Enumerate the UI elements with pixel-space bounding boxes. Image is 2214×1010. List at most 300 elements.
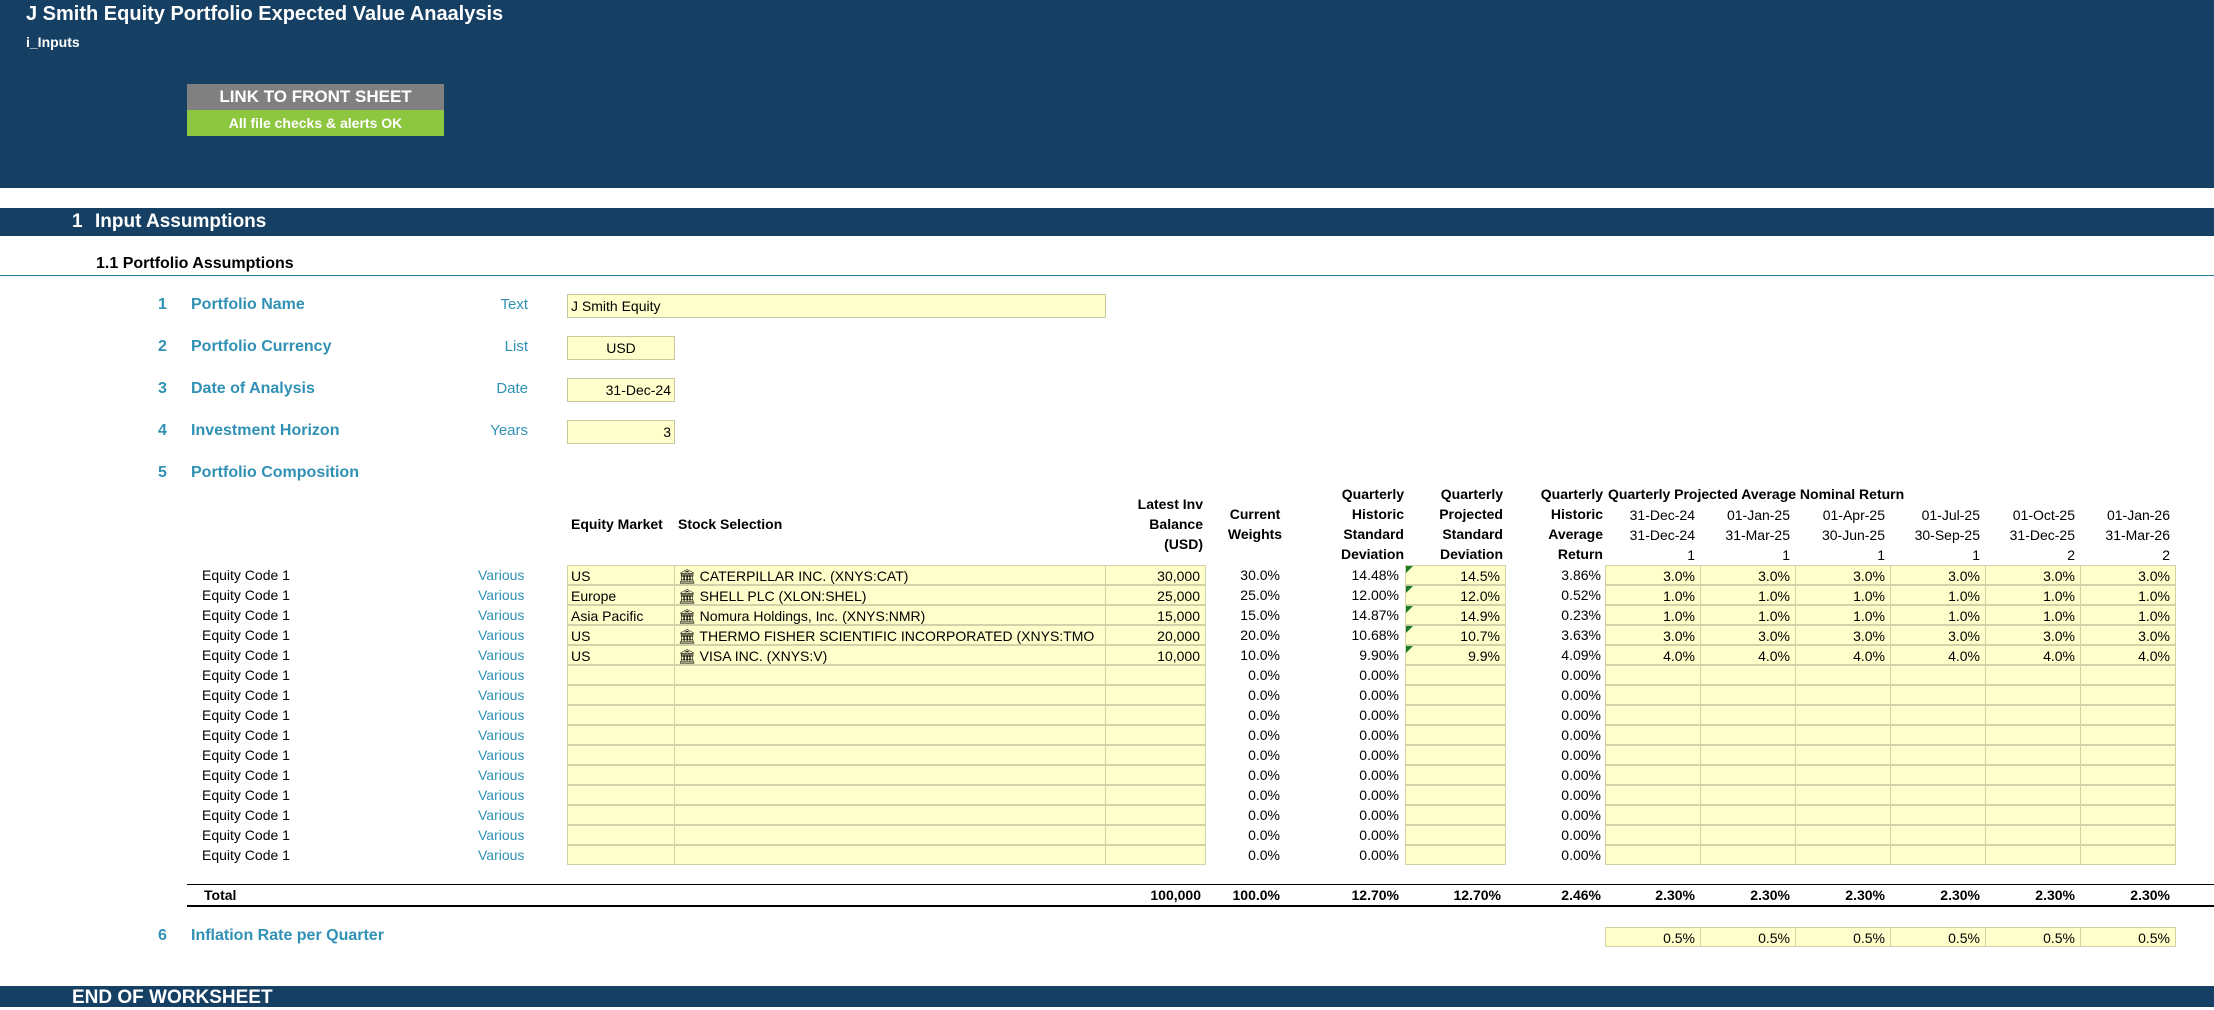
comment-marker-icon	[1406, 566, 1413, 573]
total-label: Total	[204, 887, 237, 903]
section-number: 1	[72, 211, 83, 232]
projected-return-input[interactable]	[1795, 825, 1891, 845]
current-weight: 20.0%	[1240, 627, 1280, 643]
projected-sd-input[interactable]	[1405, 765, 1506, 785]
equity-code: Equity Code 1	[202, 787, 290, 803]
equity-code: Equity Code 1	[202, 647, 290, 663]
projected-return-input[interactable]: 3.0%	[1605, 625, 1701, 645]
period-header-end: 31-Mar-25	[1725, 527, 1790, 543]
historic-return: 0.00%	[1561, 727, 1601, 743]
assumption-label-portfolio-composition: Portfolio Composition	[191, 464, 359, 481]
total-projected-sd: 12.70%	[1453, 887, 1501, 903]
projected-return-input[interactable]	[2080, 825, 2176, 845]
inflation-rate-input[interactable]: 0.5%	[1795, 927, 1891, 947]
assumption-type: List	[504, 338, 528, 355]
investment-horizon-input[interactable]: 3	[567, 420, 675, 444]
header-projected-nominal-return: Quarterly Projected Average Nominal Return	[1608, 486, 1905, 502]
projected-return-input[interactable]: 3.0%	[1700, 625, 1796, 645]
period-header-end: 31-Dec-24	[1629, 527, 1695, 543]
period-header-year: 1	[1877, 547, 1885, 563]
projected-return-input[interactable]: 3.0%	[2080, 625, 2176, 645]
projected-return-input[interactable]	[1795, 765, 1891, 785]
header-equity-market: Equity Market	[571, 516, 663, 532]
projected-sd-input[interactable]: 12.0%	[1405, 585, 1506, 605]
projected-return-input[interactable]: 1.0%	[1700, 585, 1796, 605]
historic-sd: 12.00%	[1351, 587, 1399, 603]
projected-return-input[interactable]	[1890, 845, 1986, 865]
inflation-rate-input[interactable]: 0.5%	[2080, 927, 2176, 947]
equity-market-select[interactable]	[567, 825, 675, 845]
total-projected-return: 2.30%	[1940, 887, 1980, 903]
equity-code: Equity Code 1	[202, 707, 290, 723]
projected-return-input[interactable]: 3.0%	[1890, 625, 1986, 645]
page-title: J Smith Equity Portfolio Expected Value Anaalysis	[26, 3, 504, 25]
historic-return: 3.63%	[1561, 627, 1601, 643]
total-projected-return: 2.30%	[2035, 887, 2075, 903]
projected-return-input[interactable]	[2080, 745, 2176, 765]
equity-market-select[interactable]	[567, 785, 675, 805]
projected-return-input[interactable]	[2080, 705, 2176, 725]
file-checks-status-badge: All file checks & alerts OK	[187, 110, 444, 136]
historic-return: 0.00%	[1561, 707, 1601, 723]
projected-return-input[interactable]	[1605, 705, 1701, 725]
assumption-number: 3	[158, 380, 167, 397]
equity-market-select[interactable]	[567, 665, 675, 685]
equity-code: Equity Code 1	[202, 667, 290, 683]
row-type: Various	[478, 587, 525, 603]
projected-return-input[interactable]	[1985, 845, 2081, 865]
equity-market-select[interactable]	[567, 745, 675, 765]
stock-selection-select[interactable]	[674, 645, 1106, 665]
bank-icon: 🏛	[678, 568, 700, 584]
stock-selection-select[interactable]	[674, 765, 1106, 785]
row-type: Various	[478, 687, 525, 703]
projected-sd-input[interactable]	[1405, 805, 1506, 825]
projected-return-input[interactable]: 3.0%	[1605, 565, 1701, 585]
stock-selection-select[interactable]	[674, 665, 1106, 685]
projected-return-input[interactable]	[1985, 705, 2081, 725]
bank-icon: 🏛	[678, 608, 700, 624]
projected-return-input[interactable]: 3.0%	[1795, 565, 1891, 585]
row-type: Various	[478, 747, 525, 763]
equity-market-select[interactable]: US	[567, 625, 675, 645]
projected-return-input[interactable]	[1700, 685, 1796, 705]
end-of-worksheet-label: END OF WORKSHEET	[72, 987, 273, 1008]
assumption-type: Date	[496, 380, 528, 397]
assumption-number: 6	[158, 927, 167, 944]
current-weight: 0.0%	[1248, 727, 1280, 743]
row-type: Various	[478, 667, 525, 683]
stock-selection-select[interactable]	[674, 825, 1106, 845]
period-header-end: 30-Jun-25	[1821, 527, 1885, 543]
bank-icon: 🏛	[678, 588, 700, 604]
projected-return-input[interactable]	[1985, 825, 2081, 845]
projected-return-input[interactable]	[2080, 725, 2176, 745]
historic-sd: 0.00%	[1359, 847, 1399, 863]
bank-icon: 🏛	[678, 628, 700, 644]
stock-selection-select[interactable]	[674, 725, 1106, 745]
projected-return-input[interactable]	[1700, 745, 1796, 765]
historic-return: 0.00%	[1561, 747, 1601, 763]
projected-return-input[interactable]	[1700, 825, 1796, 845]
row-type: Various	[478, 707, 525, 723]
inflation-rate-label: Inflation Rate per Quarter	[191, 927, 384, 944]
projected-return-input[interactable]	[1605, 845, 1701, 865]
assumption-label-portfolio-name: Portfolio Name	[191, 296, 305, 313]
historic-return: 4.09%	[1561, 647, 1601, 663]
projected-return-input[interactable]	[1985, 785, 2081, 805]
current-weight: 0.0%	[1248, 767, 1280, 783]
projected-return-input[interactable]	[1605, 685, 1701, 705]
equity-market-select[interactable]: Europe	[567, 585, 675, 605]
inflation-rate-input[interactable]: 0.5%	[1985, 927, 2081, 947]
header-projected-sd: Quarterly Projected Standard Deviation	[1439, 486, 1503, 562]
projected-return-input[interactable]	[1890, 805, 1986, 825]
total-rule-bottom	[187, 905, 2214, 907]
period-header-start: 01-Jul-25	[1921, 507, 1980, 523]
historic-sd: 0.00%	[1359, 807, 1399, 823]
assumption-type: Years	[490, 422, 528, 439]
current-weight: 0.0%	[1248, 847, 1280, 863]
current-weight: 0.0%	[1248, 667, 1280, 683]
projected-return-input[interactable]: 3.0%	[2080, 565, 2176, 585]
current-weight: 0.0%	[1248, 747, 1280, 763]
assumption-number: 2	[158, 338, 167, 355]
period-header-start: 01-Oct-25	[2012, 507, 2075, 523]
current-weight: 10.0%	[1240, 647, 1280, 663]
stock-name: Nomura Holdings, Inc. (XNYS:NMR)	[699, 608, 926, 624]
projected-return-input[interactable]	[1985, 685, 2081, 705]
projected-return-input[interactable]: 1.0%	[1795, 585, 1891, 605]
historic-return: 0.23%	[1561, 607, 1601, 623]
projected-sd-input[interactable]	[1405, 785, 1506, 805]
stock-selection-select[interactable]	[674, 805, 1106, 825]
projected-return-input[interactable]	[1890, 825, 1986, 845]
current-weight: 0.0%	[1248, 687, 1280, 703]
stock-name: THERMO FISHER SCIENTIFIC INCORPORATED (XNYS:TMO	[699, 628, 1095, 644]
header-weights: Current Weights	[1227, 506, 1283, 542]
projected-return-input[interactable]	[1700, 725, 1796, 745]
projected-sd-input[interactable]: 10.7%	[1405, 625, 1506, 645]
equity-code: Equity Code 1	[202, 687, 290, 703]
historic-return: 0.00%	[1561, 807, 1601, 823]
historic-sd: 10.68%	[1351, 627, 1399, 643]
projected-return-input[interactable]: 3.0%	[1795, 625, 1891, 645]
total-projected-return: 2.30%	[1655, 887, 1695, 903]
section-title: Input Assumptions	[95, 211, 267, 232]
balance-input[interactable]: 10,000	[1105, 645, 1206, 665]
date-of-analysis-input[interactable]: 31-Dec-24	[567, 378, 675, 402]
projected-sd-input[interactable]	[1405, 725, 1506, 745]
assumption-label-portfolio-currency: Portfolio Currency	[191, 338, 332, 355]
projected-return-input[interactable]	[1795, 805, 1891, 825]
period-header-start: 31-Dec-24	[1629, 507, 1695, 523]
historic-return: 0.00%	[1561, 787, 1601, 803]
projected-return-input[interactable]	[1985, 765, 2081, 785]
projected-return-input[interactable]: 1.0%	[2080, 605, 2176, 625]
projected-return-input[interactable]: 3.0%	[1985, 625, 2081, 645]
balance-input[interactable]: 15,000	[1105, 605, 1206, 625]
row-type: Various	[478, 827, 525, 843]
projected-return-input[interactable]: 1.0%	[1985, 605, 2081, 625]
projected-return-input[interactable]	[1795, 685, 1891, 705]
row-type: Various	[478, 807, 525, 823]
row-type: Various	[478, 847, 525, 863]
projected-return-input[interactable]	[1795, 725, 1891, 745]
balance-input[interactable]	[1105, 705, 1206, 725]
inflation-rate-input[interactable]: 0.5%	[1700, 927, 1796, 947]
projected-return-input[interactable]	[1605, 745, 1701, 765]
projected-sd-input[interactable]	[1405, 685, 1506, 705]
projected-return-input[interactable]	[1700, 765, 1796, 785]
equity-code: Equity Code 1	[202, 567, 290, 583]
end-of-worksheet-bar	[0, 986, 2214, 1007]
projected-return-input[interactable]	[1890, 745, 1986, 765]
total-historic-sd: 12.70%	[1351, 887, 1399, 903]
projected-return-input[interactable]: 1.0%	[1985, 585, 2081, 605]
balance-input[interactable]	[1105, 785, 1206, 805]
projected-return-input[interactable]: 1.0%	[1890, 585, 1986, 605]
projected-return-input[interactable]	[1890, 665, 1986, 685]
projected-return-input[interactable]: 1.0%	[2080, 585, 2176, 605]
stock-selection-select[interactable]	[674, 605, 1106, 625]
projected-return-input[interactable]: 4.0%	[1795, 645, 1891, 665]
equity-code: Equity Code 1	[202, 627, 290, 643]
subsection-divider	[0, 275, 2214, 276]
equity-code: Equity Code 1	[202, 847, 290, 863]
projected-sd-input[interactable]	[1405, 745, 1506, 765]
stock-selection-select[interactable]	[674, 585, 1106, 605]
equity-market-select[interactable]	[567, 845, 675, 865]
equity-code: Equity Code 1	[202, 827, 290, 843]
balance-input[interactable]	[1105, 745, 1206, 765]
row-type: Various	[478, 647, 525, 663]
projected-return-input[interactable]	[1890, 685, 1986, 705]
projected-return-input[interactable]	[1985, 805, 2081, 825]
projected-return-input[interactable]	[1890, 705, 1986, 725]
equity-code: Equity Code 1	[202, 807, 290, 823]
projected-return-input[interactable]: 3.0%	[1985, 565, 2081, 585]
balance-input[interactable]	[1105, 685, 1206, 705]
balance-input[interactable]	[1105, 825, 1206, 845]
projected-sd-input[interactable]	[1405, 705, 1506, 725]
assumption-number: 4	[158, 422, 167, 439]
historic-sd: 9.90%	[1359, 647, 1399, 663]
equity-code: Equity Code 1	[202, 727, 290, 743]
projected-return-input[interactable]	[2080, 665, 2176, 685]
historic-sd: 0.00%	[1359, 727, 1399, 743]
current-weight: 0.0%	[1248, 827, 1280, 843]
balance-input[interactable]	[1105, 845, 1206, 865]
current-weight: 0.0%	[1248, 807, 1280, 823]
historic-return: 3.86%	[1561, 567, 1601, 583]
equity-code: Equity Code 1	[202, 587, 290, 603]
projected-return-input[interactable]	[1605, 765, 1701, 785]
portfolio-name-input[interactable]: J Smith Equity	[567, 294, 1106, 318]
historic-sd: 0.00%	[1359, 667, 1399, 683]
projected-return-input[interactable]	[1795, 785, 1891, 805]
equity-market-select[interactable]	[567, 805, 675, 825]
projected-return-input[interactable]: 4.0%	[2080, 645, 2176, 665]
header-stock-selection: Stock Selection	[678, 516, 783, 532]
projected-return-input[interactable]	[1795, 745, 1891, 765]
assumption-label-date-of-analysis: Date of Analysis	[191, 380, 315, 397]
row-type: Various	[478, 607, 525, 623]
balance-input[interactable]	[1105, 725, 1206, 745]
total-weight: 100.0%	[1232, 887, 1280, 903]
assumption-number: 5	[158, 464, 167, 481]
equity-market-select[interactable]: Asia Pacific	[567, 605, 675, 625]
projected-return-input[interactable]	[2080, 685, 2176, 705]
balance-input[interactable]: 30,000	[1105, 565, 1206, 585]
portfolio-currency-select[interactable]: USD	[567, 336, 675, 360]
equity-market-select[interactable]: US	[567, 645, 675, 665]
projected-return-input[interactable]	[1890, 765, 1986, 785]
historic-sd: 0.00%	[1359, 747, 1399, 763]
projected-return-input[interactable]	[1605, 725, 1701, 745]
projected-sd-input[interactable]	[1405, 845, 1506, 865]
header-historic-return: Quarterly Historic Average Return	[1540, 486, 1603, 562]
subsection-title: 1.1 Portfolio Assumptions	[96, 255, 294, 272]
sheet-name: i_Inputs	[26, 34, 80, 50]
total-historic-return: 2.46%	[1561, 887, 1601, 903]
projected-return-input[interactable]	[1985, 745, 2081, 765]
row-type: Various	[478, 767, 525, 783]
projected-return-input[interactable]: 4.0%	[1700, 645, 1796, 665]
period-header-year: 1	[1972, 547, 1980, 563]
stock-selection-select[interactable]	[674, 745, 1106, 765]
row-type: Various	[478, 787, 525, 803]
projected-return-input[interactable]	[1605, 805, 1701, 825]
projected-return-input[interactable]	[1700, 705, 1796, 725]
projected-sd-input[interactable]: 9.9%	[1405, 645, 1506, 665]
projected-return-input[interactable]: 1.0%	[1795, 605, 1891, 625]
assumption-number: 1	[158, 296, 167, 313]
historic-sd: 14.87%	[1351, 607, 1399, 623]
row-type: Various	[478, 727, 525, 743]
link-to-front-sheet-button[interactable]: LINK TO FRONT SHEET	[187, 84, 444, 110]
historic-sd: 0.00%	[1359, 687, 1399, 703]
comment-marker-icon	[1406, 606, 1413, 613]
stock-name: SHELL PLC (XLON:SHEL)	[699, 588, 867, 604]
inflation-rate-input[interactable]: 0.5%	[1605, 927, 1701, 947]
historic-sd: 0.00%	[1359, 827, 1399, 843]
period-header-year: 2	[2067, 547, 2075, 563]
projected-return-input[interactable]	[1605, 785, 1701, 805]
projected-return-input[interactable]	[1985, 665, 2081, 685]
assumption-label-investment-horizon: Investment Horizon	[191, 422, 340, 439]
projected-return-input[interactable]	[1605, 665, 1701, 685]
projected-return-input[interactable]: 1.0%	[1605, 605, 1701, 625]
projected-return-input[interactable]	[1700, 805, 1796, 825]
projected-return-input[interactable]	[2080, 805, 2176, 825]
projected-return-input[interactable]: 3.0%	[1700, 565, 1796, 585]
equity-market-select[interactable]	[567, 765, 675, 785]
projected-return-input[interactable]	[1700, 665, 1796, 685]
historic-sd: 0.00%	[1359, 767, 1399, 783]
header-balance: Latest Inv Balance (USD)	[1137, 496, 1203, 552]
equity-market-select[interactable]	[567, 685, 675, 705]
projected-sd-input[interactable]	[1405, 825, 1506, 845]
stock-selection-select[interactable]	[674, 685, 1106, 705]
period-header-year: 1	[1687, 547, 1695, 563]
current-weight: 30.0%	[1240, 567, 1280, 583]
projected-return-input[interactable]	[1700, 845, 1796, 865]
equity-market-select[interactable]	[567, 725, 675, 745]
projected-sd-input[interactable]: 14.5%	[1405, 565, 1506, 585]
balance-input[interactable]	[1105, 765, 1206, 785]
period-header-start: 01-Jan-25	[1726, 507, 1790, 523]
stock-selection-select[interactable]	[674, 845, 1106, 865]
stock-selection-select[interactable]	[674, 565, 1106, 585]
row-type: Various	[478, 567, 525, 583]
balance-input[interactable]: 20,000	[1105, 625, 1206, 645]
projected-return-input[interactable]: 4.0%	[1890, 645, 1986, 665]
stock-selection-select[interactable]	[674, 625, 1106, 645]
comment-marker-icon	[1406, 586, 1413, 593]
equity-code: Equity Code 1	[202, 767, 290, 783]
equity-market-select[interactable]	[567, 705, 675, 725]
projected-return-input[interactable]	[1890, 785, 1986, 805]
projected-return-input[interactable]: 4.0%	[1985, 645, 2081, 665]
projected-sd-input[interactable]: 14.9%	[1405, 605, 1506, 625]
total-projected-return: 2.30%	[1845, 887, 1885, 903]
historic-sd: 14.48%	[1351, 567, 1399, 583]
current-weight: 15.0%	[1240, 607, 1280, 623]
stock-selection-select[interactable]	[674, 785, 1106, 805]
projected-return-input[interactable]: 1.0%	[1605, 585, 1701, 605]
equity-market-select[interactable]: US	[567, 565, 675, 585]
current-weight: 0.0%	[1248, 707, 1280, 723]
projected-return-input[interactable]	[1795, 845, 1891, 865]
projected-return-input[interactable]	[1605, 825, 1701, 845]
projected-return-input[interactable]	[1890, 725, 1986, 745]
balance-input[interactable]: 25,000	[1105, 585, 1206, 605]
projected-return-input[interactable]: 1.0%	[1700, 605, 1796, 625]
total-projected-return: 2.30%	[2130, 887, 2170, 903]
stock-name: VISA INC. (XNYS:V)	[699, 648, 828, 664]
stock-name: CATERPILLAR INC. (XNYS:CAT)	[699, 568, 909, 584]
inflation-rate-input[interactable]: 0.5%	[1890, 927, 1986, 947]
historic-return: 0.52%	[1561, 587, 1601, 603]
period-header-year: 2	[2162, 547, 2170, 563]
projected-return-input[interactable]: 4.0%	[1605, 645, 1701, 665]
total-balance: 100,000	[1150, 887, 1201, 903]
period-header-end: 30-Sep-25	[1914, 527, 1980, 543]
equity-code: Equity Code 1	[202, 747, 290, 763]
projected-return-input[interactable]	[2080, 785, 2176, 805]
projected-return-input[interactable]	[1700, 785, 1796, 805]
historic-return: 0.00%	[1561, 847, 1601, 863]
projected-return-input[interactable]: 1.0%	[1890, 605, 1986, 625]
projected-return-input[interactable]: 3.0%	[1890, 565, 1986, 585]
stock-selection-select[interactable]	[674, 705, 1106, 725]
balance-input[interactable]	[1105, 805, 1206, 825]
bank-icon: 🏛	[678, 648, 700, 664]
current-weight: 0.0%	[1248, 787, 1280, 803]
projected-sd-input[interactable]	[1405, 665, 1506, 685]
projected-return-input[interactable]	[1795, 705, 1891, 725]
historic-return: 0.00%	[1561, 687, 1601, 703]
section-bar-input-assumptions	[0, 208, 2214, 236]
period-header-end: 31-Dec-25	[2009, 527, 2075, 543]
assumption-type: Text	[500, 296, 528, 313]
balance-input[interactable]	[1105, 665, 1206, 685]
projected-return-input[interactable]	[2080, 845, 2176, 865]
projected-return-input[interactable]	[1795, 665, 1891, 685]
projected-return-input[interactable]	[1985, 725, 2081, 745]
projected-return-input[interactable]	[2080, 765, 2176, 785]
